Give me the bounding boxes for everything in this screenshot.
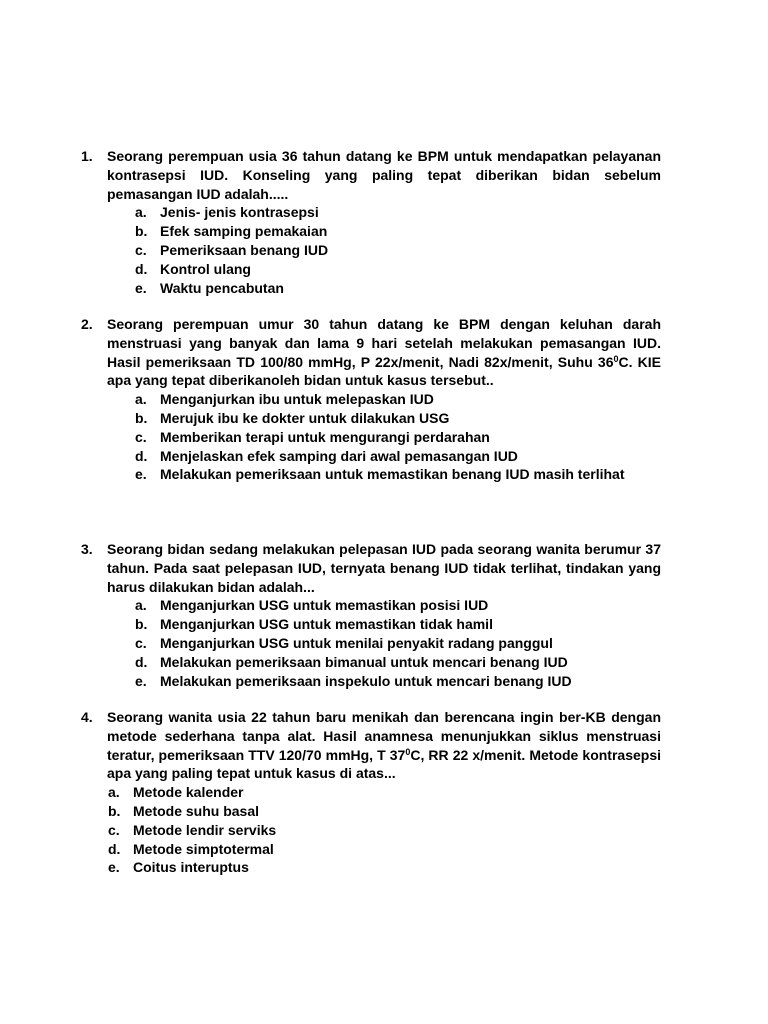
option-e: e. Melakukan pemeriksaan untuk memastikan benang IUD masih terlihat [135,466,625,483]
option-c: c. Menganjurkan USG untuk menilai penyakit radang panggul [135,634,553,651]
option-list [81,596,661,690]
option-list [81,783,661,877]
option-b: b. Merujuk ibu ke dokter untuk dilakukan USG [135,409,450,426]
question-text: Seorang wanita usia 22 tahun baru menikah dan berencana ingin ber-KB dengan metode sederhana tanpa alat. Hasil anamnesa menunjukkan siklus menstruasi teratur, pemeriksaan TTV 120/70 mmHg, T $37^0C$, RR 22 x/menit. Metode kontrasepsi apa yang paling tepat untuk kasus di atas... [107,709,661,782]
question-text: Seorang bidan sedang melakukan pelepasan IUD pada seorang wanita berumur 37 tahun. Pada saat pelepasan IUD, ternyata benang IUD tidak terlihat, tindakan yang harus dilakukan bidan adalah... [107,541,661,595]
superscript-degree: 0 [405,746,411,757]
superscript-degree: 0 [613,353,619,364]
option-a: a. Menganjurkan USG untuk memastikan posisi IUD [135,597,489,614]
option-list [81,390,661,484]
option-d: d. Metode simptotermal [108,840,274,857]
question-number: 4. [81,709,93,725]
question-1 [81,147,661,297]
option-b: b. Efek samping pemakaian [135,223,328,240]
question-number: 3. [81,541,93,557]
question-3 [81,540,661,690]
option-c: c. Pemeriksaan benang IUD [135,241,329,258]
option-b: b. Menganjurkan USG untuk memastikan tidak hamil [135,616,493,633]
option-a: a. Metode kalender [108,784,244,801]
question-2 [81,315,661,484]
option-d: d. Kontrol ulang [135,260,251,277]
option-e: e. Waktu pencabutan [135,279,284,296]
question-text: Seorang perempuan umur 30 tahun datang ke BPM dengan keluhan darah menstruasi yang banyak dan lama 9 hari setelah melakukan pemasangan IUD. Hasil pemeriksaan TD 100/80 mmHg, P 22x/menit, Nadi 82x/menit, Suhu $36^0C$. KIE apa yang tepat diberikanoleh bidan untuk kasus tersebut.. [107,316,661,389]
option-d: d. Menjelaskan efek samping dari awal pemasangan IUD [135,447,518,464]
option-b: b. Metode suhu basal [108,802,260,819]
question-number: 1. [81,148,93,164]
question-text: Seorang perempuan usia 36 tahun datang ke BPM untuk mendapatkan pelayanan kontrasepsi IUD. Konseling yang paling tepat diberikan bidan sebelum pemasangan IUD adalah..... [107,148,661,202]
question-4 [81,708,661,877]
option-a: a. Menganjurkan ibu untuk melepaskan IUD [135,391,434,408]
option-c: c. Memberikan terapi untuk mengurangi perdarahan [135,428,490,445]
question-number: 2. [81,316,93,332]
option-e: e. Coitus interuptus [108,859,249,876]
option-list [81,203,661,297]
option-e: e. Melakukan pemeriksaan inspekulo untuk mencari benang IUD [135,672,572,689]
option-d: d. Melakukan pemeriksaan bimanual untuk mencari benang IUD [135,653,568,670]
option-a: a. Jenis- jenis kontrasepsi [135,204,319,221]
option-c: c. Metode lendir serviks [108,821,277,838]
